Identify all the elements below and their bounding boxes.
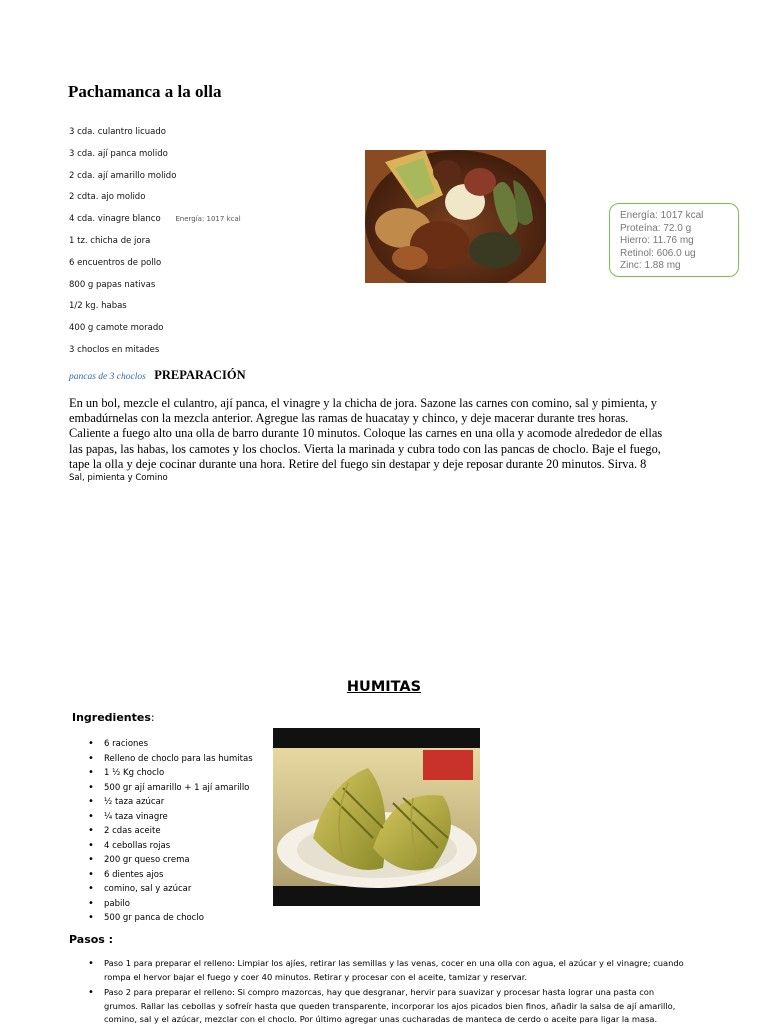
recipe-title: Pachamanca a la olla <box>68 82 222 101</box>
list-item: • 500 gr panca de choclo <box>86 911 253 926</box>
ingredient-item: 3 cda. ají panca molido <box>69 149 168 159</box>
nutrition-zinc: Zinc: 1.88 mg <box>620 260 681 271</box>
list-item: • 1 ½ Kg choclo <box>86 766 253 781</box>
nutrition-retinol: Retinol: 606.0 ug <box>620 247 696 259</box>
step-line: comino, sal y el azúcar, mezclar con el choclo. Por último agregar unas cucharadas de manteca de cerdo o aceite para ligar la masa. <box>104 1014 658 1024</box>
preparation-title: PREPARACIÓN <box>154 368 246 382</box>
list-item: • ¼ taza vinagre <box>86 810 253 825</box>
pancas-note: pancas de 3 choclos <box>69 372 146 382</box>
nutrition-box <box>609 203 739 277</box>
list-item: • 2 cdas aceite <box>86 824 253 839</box>
list-item: • ½ taza azúcar <box>86 795 253 810</box>
ingredient-item <box>69 214 241 224</box>
step-line: rompa el hervor bajar el fuego y coer 40 minutos. Retirar y procesar con el aceite, tamizar y reservar. <box>104 971 528 982</box>
list-item: • 500 gr ají amarillo + 1 ají amarillo <box>86 781 253 796</box>
list-item: • 6 dientes ajos <box>86 868 253 883</box>
list-item: • 6 raciones <box>86 737 253 752</box>
ingredient-item: 400 g camote morado <box>69 323 164 333</box>
ingredient-item: 1 tz. chicha de jora <box>69 236 151 246</box>
ingredient-item: 1/2 kg. habas <box>69 301 127 311</box>
preparation-line: tape la olla y deje cocinar durante una hora. Retire del fuego sin destapar y deje reposar durante 20 minutos. Sirva. 8 <box>69 456 647 471</box>
list-item: • pabilo <box>86 897 253 912</box>
step-line: grumos. Rallar las cebollas y sofreír hasta que queden transparente, incorporar los ajos picados bien finos, añadir la salsa de ají amarillo, <box>104 1000 676 1011</box>
humitas-ingredient-list <box>86 737 253 926</box>
pachamanca-photo <box>365 150 546 283</box>
step-item <box>86 986 706 1027</box>
step-line: • Paso 2 para preparar el relleno: Si compro mazorcas, hay que desgranar, hervir para suavizar y procesar hasta lograr una pasta con <box>104 987 655 997</box>
energy-inline-note: Energía: 1017 kcal <box>175 215 241 223</box>
ingredients-heading <box>72 711 155 724</box>
list-item: • comino, sal y azúcar <box>86 882 253 897</box>
ingredients-label: Ingredientes <box>72 711 151 724</box>
nutrition-energy: Energía: 1017 kcal <box>620 210 704 221</box>
ingredient-label: 4 cda. vinagre blanco <box>69 214 161 224</box>
ingredient-item: 3 choclos en mitades <box>69 345 160 355</box>
list-item: • 4 cebollas rojas <box>86 839 253 854</box>
steps-list <box>86 957 706 1029</box>
humitas-photo <box>273 728 480 906</box>
list-item: • 200 gr queso crema <box>86 853 253 868</box>
seasoning-note: Sal, pimienta y Comino <box>69 473 168 483</box>
ingredients-colon: : <box>150 711 155 724</box>
preparation-line: embadúrnelas con la mezcla anterior. Agregue las ramas de huacatay y chinco, y deje macerar durante tres horas. <box>69 411 629 426</box>
preparation-heading-line <box>69 366 246 384</box>
preparation-text <box>69 396 699 472</box>
preparation-line: Caliente a fuego alto una olla de barro durante 10 minutos. Coloque las carnes en una olla y acomode alrededor de ellas <box>69 426 663 441</box>
step-item <box>86 957 706 984</box>
ingredient-item: 2 cda. ají amarillo molido <box>69 171 177 181</box>
step-line: • Paso 1 para preparar el relleno: Limpiar los ajíes, retirar las semillas y las venas, cocer en una olla con agua, el azúcar y el vinagre; cuando <box>104 958 684 968</box>
list-item: • Relleno de choclo para las humitas <box>86 752 253 767</box>
steps-heading: Pasos : <box>69 933 114 946</box>
humitas-title-text: HUMITAS <box>346 679 422 695</box>
ingredient-item: 6 encuentros de pollo <box>69 258 162 268</box>
ingredient-item: 3 cda. culantro licuado <box>69 127 166 137</box>
preparation-line: En un bol, mezcle el culantro, ají panca, el vinagre y la chicha de jora. Sazone las carnes con comino, sal y pimienta, y <box>69 396 657 410</box>
preparation-line: las papas, las habas, los camotes y los choclos. Vierta la marinada y cubra todo con las pancas de choclo. Baje el fuego, <box>69 441 661 456</box>
ingredient-item: 800 g papas nativas <box>69 280 156 290</box>
ingredient-item: 2 cdta. ajo molido <box>69 192 146 202</box>
nutrition-protein: Proteína: 72.0 g <box>620 222 692 234</box>
nutrition-iron: Hierro: 11.76 mg <box>620 235 694 246</box>
humitas-title <box>0 679 768 695</box>
